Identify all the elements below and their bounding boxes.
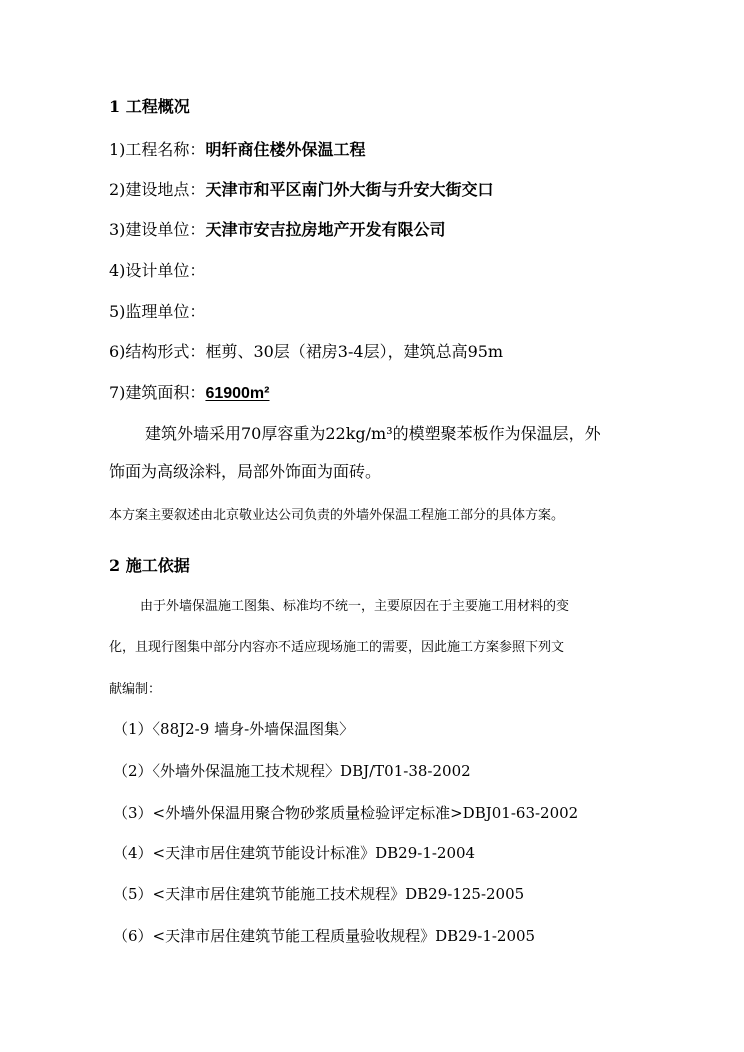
reference-item: （5）<天津市居住建筑节能施工技术规程》DB29-125-2005	[113, 885, 525, 903]
builder-row	[109, 222, 445, 238]
structure-form-label: 6)结构形式：	[109, 342, 206, 361]
design-unit-label: 4)设计单位：	[109, 261, 206, 280]
builder-label: 3)建设单位：	[109, 220, 206, 239]
site-location-value: 天津市和平区南门外大街与升安大街交口	[205, 180, 494, 199]
intro-paragraph-line2: 饰面为高级涂料，局部外饰面为面砖。	[109, 462, 382, 481]
builder-value: 天津市安吉拉房地产开发有限公司	[205, 220, 446, 239]
design-unit-row	[109, 263, 205, 279]
site-location-row	[109, 182, 493, 198]
reference-item: （4）<天津市居住建筑节能设计标准》DB29-1-2004	[113, 844, 476, 862]
site-location-label: 2)建设地点：	[109, 180, 206, 199]
structure-form-row	[109, 344, 503, 360]
building-area-value: 61900m²	[205, 385, 270, 402]
reference-item: （2）〈外墙外保温施工技术规程〉DBJ/T01-38-2002	[113, 762, 471, 780]
building-area-label: 7)建筑面积：	[109, 383, 206, 402]
scope-paragraph: 本方案主要叙述由北京敬业达公司负责的外墙外保温工程施工部分的具体方案。	[109, 508, 565, 523]
basis-paragraph-line1: 由于外墙保温施工图集、标准均不统一，主要原因在于主要施工用材料的变	[140, 599, 570, 614]
reference-item: （3）<外墙外保温用聚合物砂浆质量检验评定标准>DBJ01-63-2002	[113, 804, 579, 822]
supervision-unit-row	[109, 304, 205, 320]
supervision-unit-label: 5)监理单位：	[109, 302, 206, 321]
project-name-label: 1)工程名称：	[109, 140, 206, 159]
basis-paragraph-line3: 献编制：	[109, 682, 162, 697]
intro-paragraph-line1: 建筑外墙采用70厚容重为22kg/m³的模塑聚苯板作为保温层，外	[145, 424, 601, 443]
section2-heading: 2 施工依据	[109, 556, 190, 575]
section1-heading: 1 工程概况	[109, 97, 190, 116]
building-area-row	[109, 385, 269, 402]
structure-form-value: 框剪、30层（裙房3-4层），建筑总高95m	[205, 342, 504, 361]
project-name-row	[109, 142, 365, 158]
reference-item: （1）〈88J2-9 墙身-外墙保温图集〉	[113, 720, 355, 738]
project-name-value: 明轩商住楼外保温工程	[205, 140, 366, 159]
basis-paragraph-line2: 化，且现行图集中部分内容亦不适应现场施工的需要，因此施工方案参照下列文	[109, 640, 565, 655]
reference-item: （6）<天津市居住建筑节能工程质量验收规程》DB29-1-2005	[113, 927, 536, 945]
